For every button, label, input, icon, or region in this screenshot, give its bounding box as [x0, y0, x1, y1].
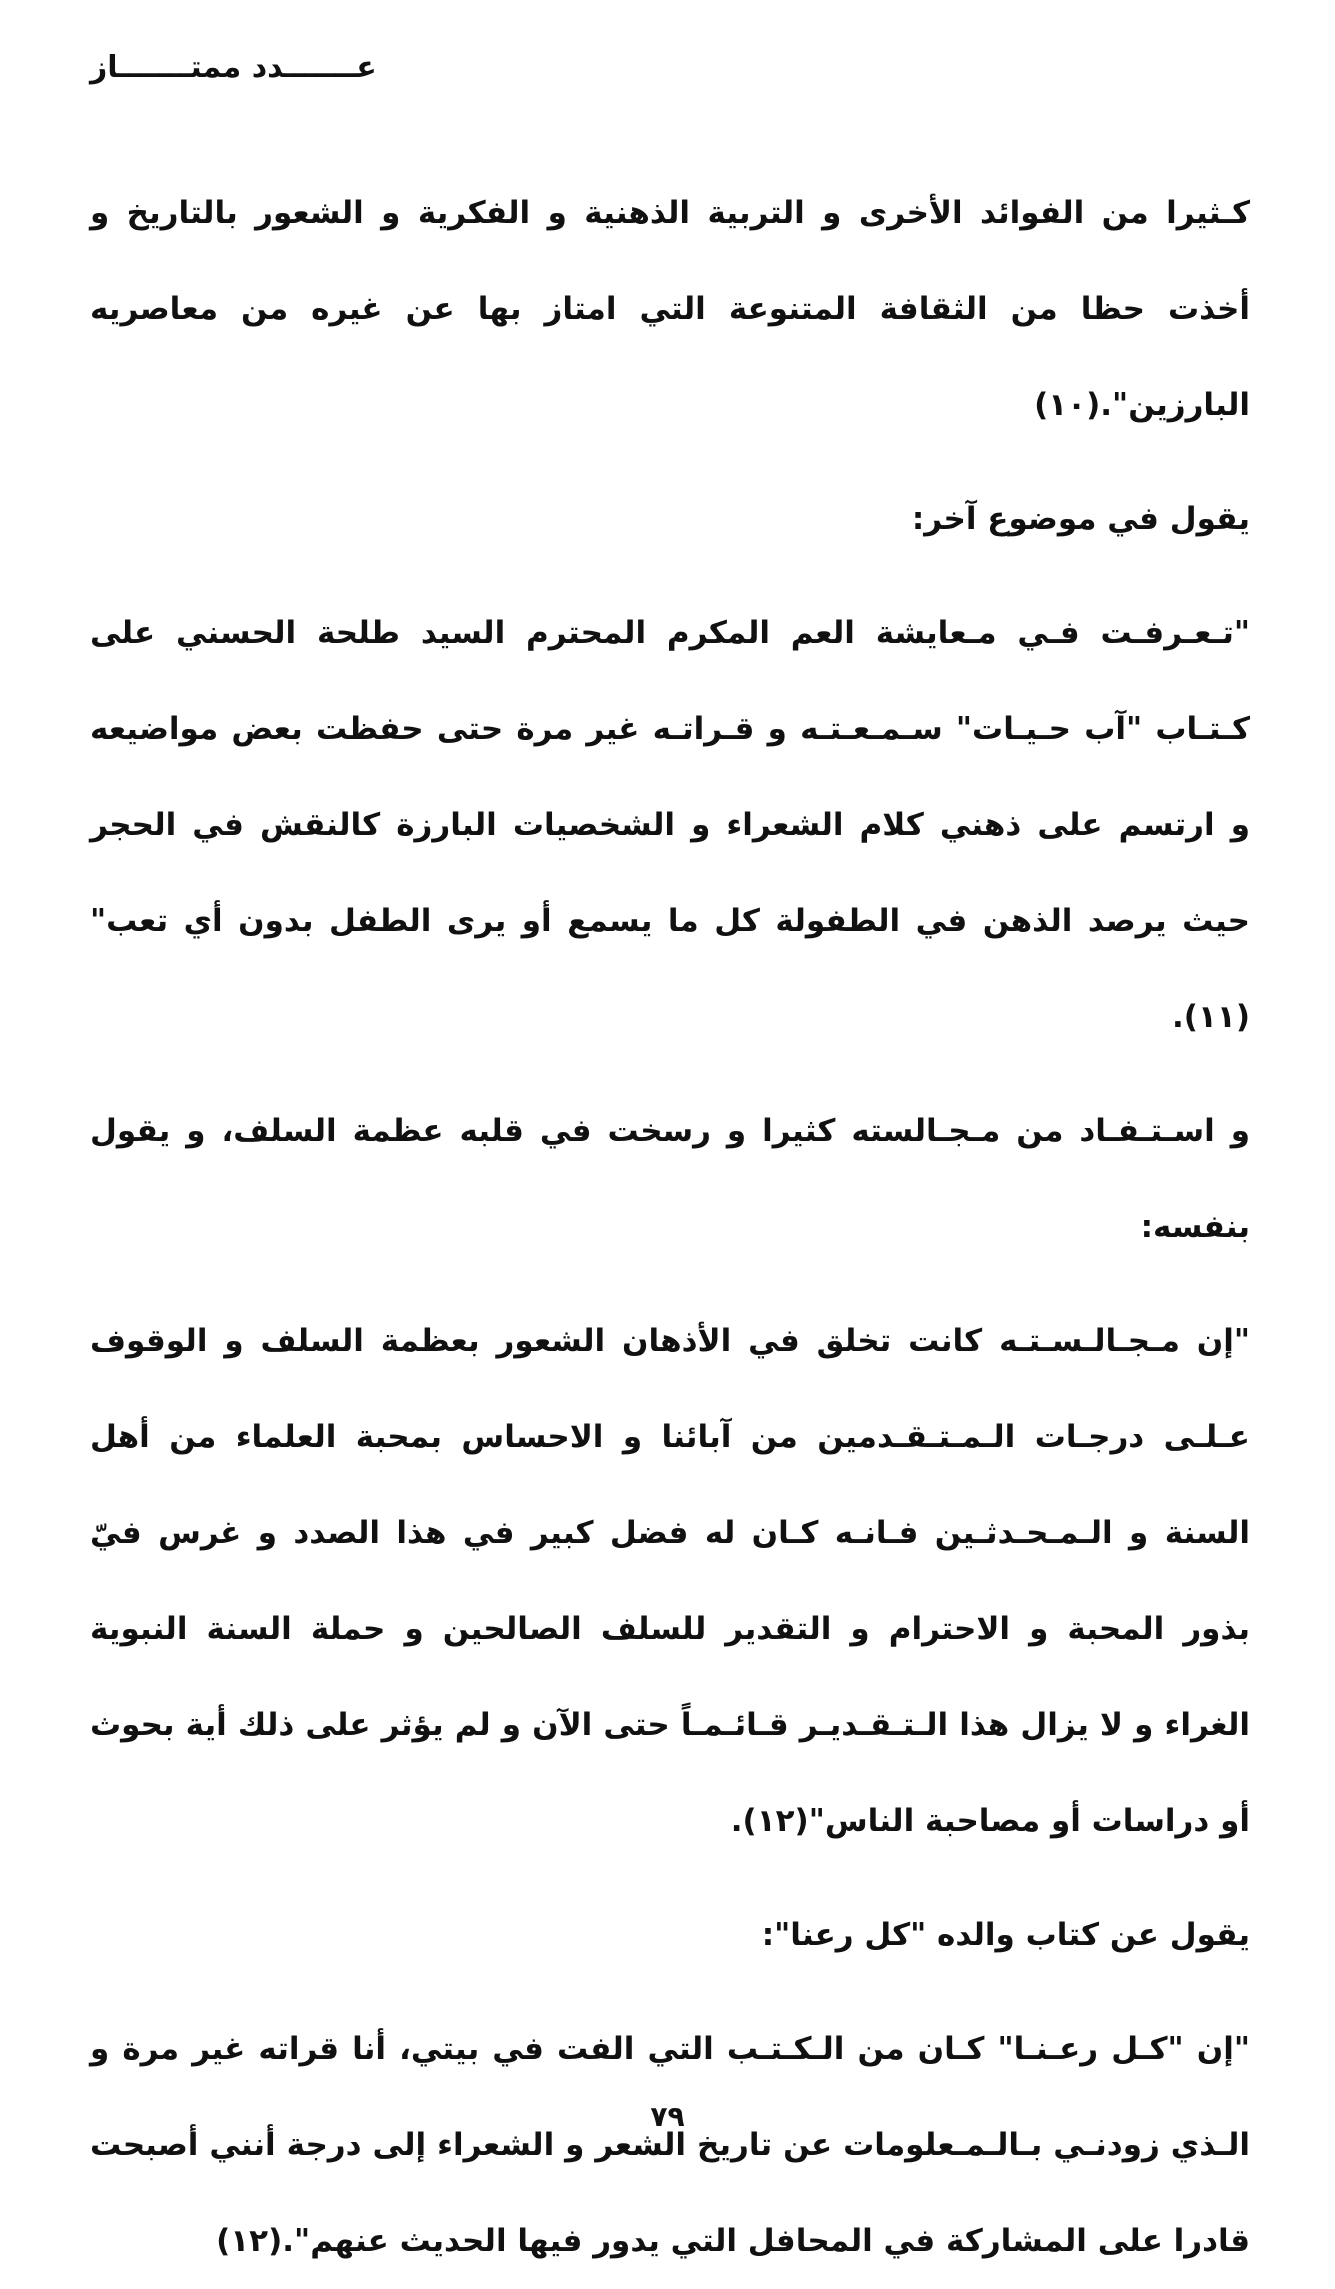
paragraph-quote-gatherings: "إن مـجـالـسـتـه كانت تخلق في الأذهان الشعور بعظمة السلف و الوقوف عـلـى درجـات الـمـتـقـدمين من آبائنا و الاحساس بمحبة العلماء من أهل السنة و الـمـحـدثـين فـانـه كـان له فضل كبير في هذا الصدد و غرس فيّ بذور المحبة و الاحترام و التقدير للسلف الصالحين و حملة السنة النبوية الغراء و لا يزال هذا الـتـقـديـر قـائـمـاً حتى الآن و لم يؤثر على ذلك أية بحوث أو دراسات أو مصاحبة الناس"(١٢).: [90, 1323, 1250, 1839]
page-header: [90, 50, 377, 85]
paragraph-quote-ab-hayat: "تـعـرفـت فـي مـعايشة العم المكرم المحترم السيد طلحة الحسني على كـتـاب "آب حـيـات" سـمـعـتـه و قـراتـه غير مرة حتى حفظت بعض مواضيعه و ارتسم على ذهني كلام الشعراء و الشخصيات البارزة كالنقش في الحجر حيث يرصد الذهن في الطفولة كل ما يسمع أو يرى الطفل بدون أي تعب"(١١).: [90, 615, 1250, 1035]
page-number: ٧٩: [650, 2100, 685, 2133]
paragraph-benefit-gathering: و اسـتـفـاد من مـجـالسته كثيرا و رسخت في قلبه عظمة السلف، و يقول بنفسه:: [90, 1113, 1250, 1245]
header-label: عـــــــدد ممتـــــــاز: [90, 50, 377, 85]
page-body: [90, 165, 1250, 2289]
paragraph-intro-another-topic: يقول في موضوع آخر:: [911, 501, 1250, 537]
paragraph-intro-father-book: يقول عن كتاب والده "كل رعنا":: [761, 1917, 1250, 1953]
paragraph-quote-gul-e-rana: "إن "كـل رعـنـا" كـان من الـكـتـب التي الفت في بيتي، أنا قراته غير مرة و الـذي زودنـي بـالـمـعلومات عن تاريخ الشعر و الشعراء إلى درجة أنني أصبحت قادرا على المشاركة في المحافل التي يدور فيها الحديث عنهم".(١٢): [90, 2031, 1250, 2259]
paragraph-continuation: كـثيرا من الفوائد الأخرى و التربية الذهنية و الفكرية و الشعور بالتاريخ و أخذت حظا من الثقافة المتنوعة التي امتاز بها عن غيره من معاصريه البارزين".(١٠): [90, 195, 1250, 423]
